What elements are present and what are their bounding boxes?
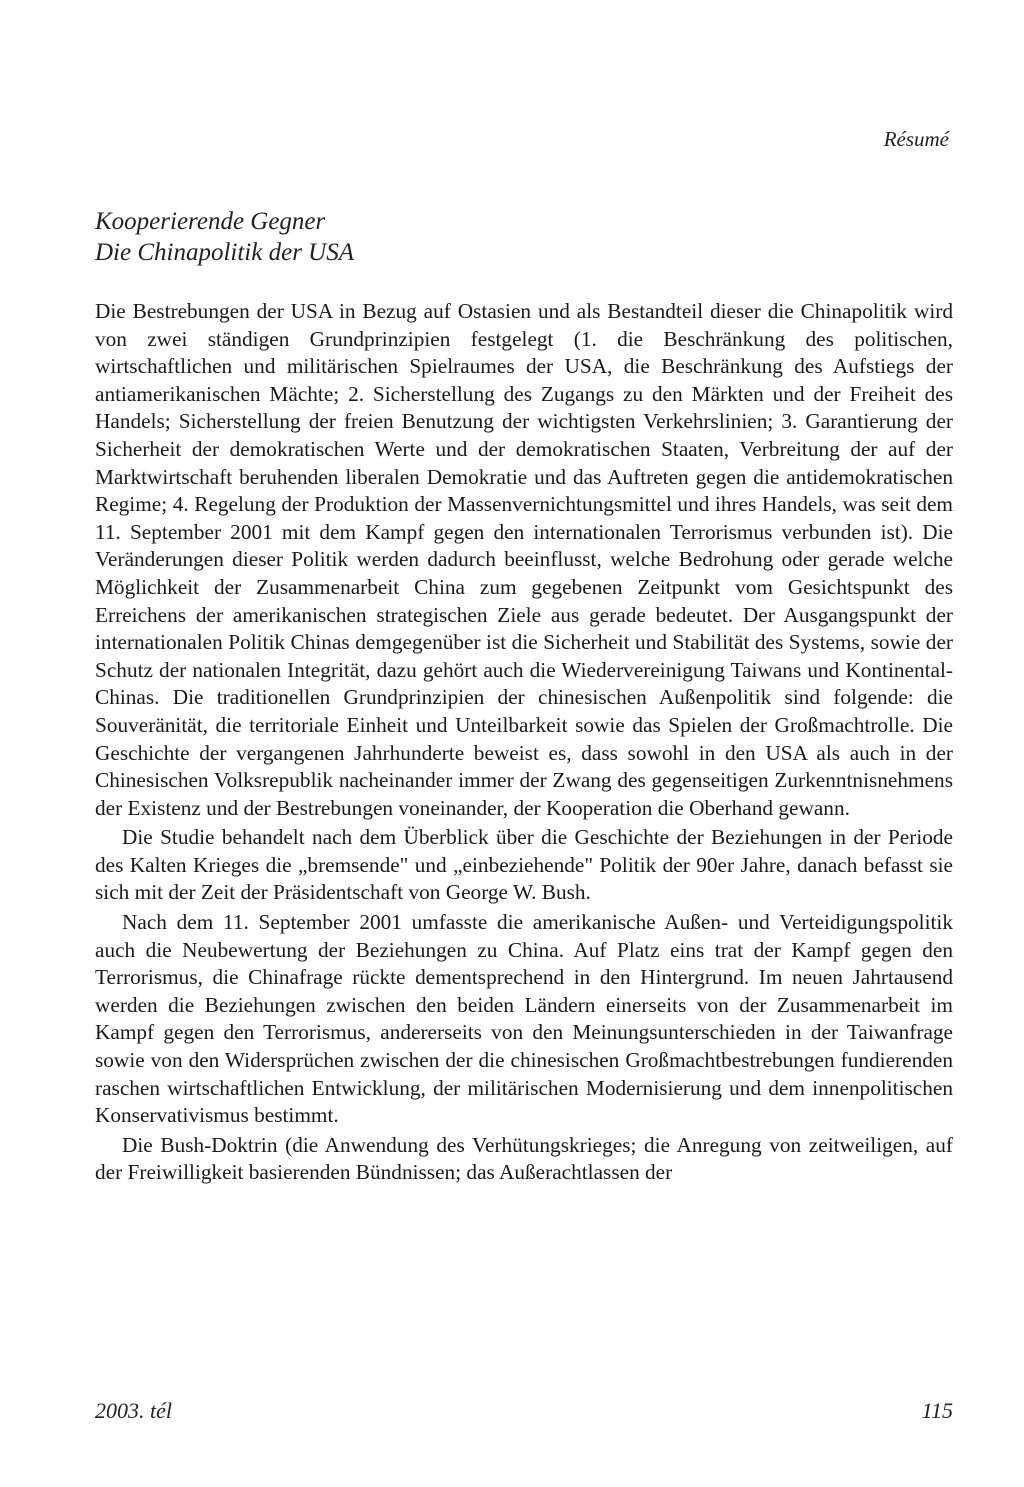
article-title-line-2: Die Chinapolitik der USA bbox=[95, 239, 354, 266]
paragraph: Nach dem 11. September 2001 umfasste die amerikanische Außen- und Verteidigungspolitik auch die Neubewertung der Beziehungen zu China. Auf Platz eins trat der Kampf gegen den Terrorismus, die Chinafrage rückte dementsprechend in den Hintergrund. Im neuen Jahrtausend werden die Beziehungen zwischen den beiden Ländern einerseits von der Zusammenarbeit im Kampf gegen den Terrorismus, andererseits von den Meinungsunterschieden in der Taiwanfrage sowie von den Widersprüchen zwischen der die chinesischen Großmachtbestrebungen fundierenden raschen wirtschaftlichen Entwicklung, der militärischen Modernisierung und dem innenpolitischen Konservativismus bestimmt. bbox=[95, 910, 953, 1128]
paragraph: Die Bestrebungen der USA in Bezug auf Ostasien und als Bestandteil dieser die Chinapolitik wird von zwei ständigen Grundprinzipien festgelegt (1. die Beschränkung des politischen, wirtschaftlichen und militärischen Spielraumes der USA, die Beschränkung des Aufstiegs der antiamerikanischen Mächte; 2. Sicherstellung des Zugangs zu den Märkten und der Freiheit des Handels; Sicherstellung der freien Benutzung der wichtigsten Verkehrslinien; 3. Garantierung der Sicherheit der demokratischen Werte und der demokratischen Staaten, Verbreitung der auf der Marktwirtschaft beruhenden liberalen Demokratie und das Auftreten gegen die antidemokratischen Regime; 4. Regelung der Produktion der Massenvernichtungsmittel und ihres Handels, was seit dem 11. September 2001 mit dem Kampf gegen den internationalen Terrorismus verbunden ist). Die Veränderungen dieser Politik werden dadurch beeinflusst, welche Bedrohung oder gerade welche Möglichkeit der Zusammenarbeit China zum gegebenen Zeitpunkt vom Gesichtspunkt des Erreichens der amerikanischen strategischen Ziele aus gerade bedeutet. Der Ausgangspunkt der internationalen Politik Chinas demgegenüber ist die Sicherheit und Stabilität des Systems, sowie der Schutz der nationalen Integrität, dazu gehört auch die Wiedervereinigung Taiwans und Kontinental-Chinas. Die traditionellen Grundprinzipien der chinesischen Außenpolitik sind folgende: die Souveränität, die territoriale Einheit und Unteilbarkeit sowie das Spielen der Großmachtrolle. Die Geschichte der vergangenen Jahrhunderte beweist es, dass sowohl in den USA als auch in der Chinesischen Volksrepublik nacheinander immer der Zwang des gegenseitigen Zurkenntnisnehmens der Existenz und der Bestrebungen voneinander, der Kooperation die Oberhand gewann. bbox=[95, 299, 953, 820]
paragraph: Die Bush-Doktrin (die Anwendung des Verhütungskrieges; die Anregung von zeitweiligen, auf der Freiwilligkeit basierenden Bündnissen; das Außerachtlassen der bbox=[95, 1132, 953, 1185]
paragraph: Die Studie behandelt nach dem Überblick über die Geschichte der Beziehungen in der Periode des Kalten Krieges die „bremsende" und „einbeziehende" Politik der 90er Jahre, danach befasst sie sich mit der Zeit der Präsidentschaft von George W. Bush. bbox=[95, 825, 953, 905]
page-footer bbox=[95, 1398, 953, 1424]
body-text bbox=[95, 298, 953, 1187]
issue-label: 2003. tél bbox=[95, 1398, 172, 1423]
article-title bbox=[95, 206, 354, 268]
article-title-line-1: Kooperierende Gegner bbox=[95, 208, 326, 235]
running-head: Résumé bbox=[883, 127, 949, 151]
page-number: 115 bbox=[921, 1398, 953, 1423]
